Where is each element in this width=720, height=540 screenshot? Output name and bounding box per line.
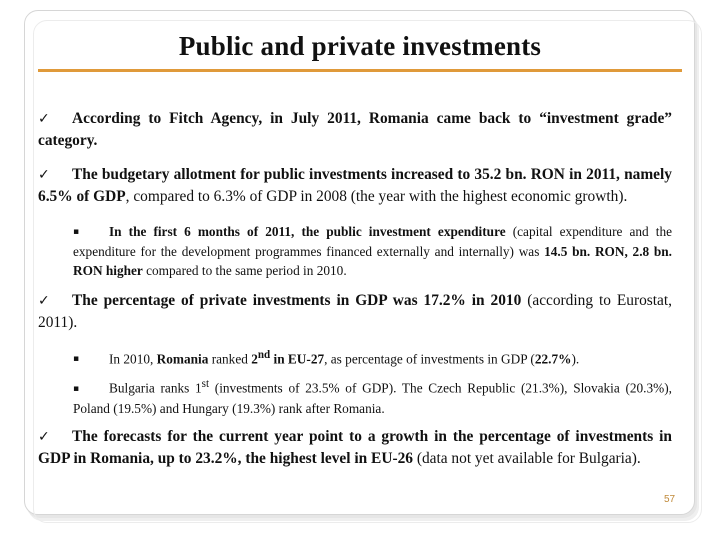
title-underline [38, 69, 682, 72]
bullet-text: (data not yet available for Bulgaria). [412, 449, 641, 467]
square-bullet-icon: ▪ [73, 354, 80, 365]
ordinal-suffix: nd [257, 349, 271, 361]
sub-text: Bulgaria ranks 1 [109, 380, 202, 396]
slide-title: Public and private investments [178, 31, 542, 61]
sub-text-bold: 2 [251, 351, 258, 367]
sub-bullet-bulgaria-rank [38, 375, 672, 417]
bullet-text: , compared to 6.3% of GDP in 2008 (the year with the highest economic growth). [125, 188, 628, 205]
bullet-text-bold: The budgetary allotment for public investments increased to 35.2 bn. RON in 2011, namely 6.5% of GDP [38, 166, 672, 205]
bullet-text-bold: The forecasts for the current year point to a growth in the percentage of investments in GDP in Romania, up to 23.2%, the highest level in EU-26 [38, 427, 672, 467]
sub-text: ). [571, 351, 580, 367]
sub-text-bold: 22.7% [534, 351, 572, 367]
page-number: 57 [664, 494, 676, 505]
sub-bullet-expenditure [38, 222, 672, 280]
sub-text: In 2010, [109, 351, 157, 367]
bullet-forecasts [38, 426, 672, 470]
bullet-fitch [38, 108, 672, 152]
checkmark-icon: ✓ [38, 428, 50, 445]
sub-text-bold: In the first 6 months of 2011, the public investment expenditure [109, 224, 506, 239]
sub-text: (capital expenditure and the expenditure for the development programmes financed externally and internally) was [73, 224, 673, 259]
checkmark-icon: ✓ [38, 111, 50, 127]
checkmark-icon: ✓ [38, 167, 50, 183]
bullet-text: According to Fitch Agency, in July 2011, Romania came back to “investment grade” category. [38, 110, 672, 149]
sub-text-bold: in EU-27 [270, 351, 325, 367]
sub-bullet-romania-rank [38, 346, 672, 369]
sub-text: compared to the same period in 2010. [142, 263, 347, 278]
slide-content [38, 108, 672, 470]
bullet-private-investments [38, 290, 672, 334]
sub-text: ranked [208, 351, 252, 367]
square-bullet-icon: ▪ [73, 383, 80, 394]
sub-text-bold: 14.5 bn. RON, 2.8 bn. RON higher [73, 244, 673, 278]
sub-text-bold: Romania [156, 351, 209, 367]
ordinal-suffix: st [201, 378, 210, 391]
bullet-text-bold: The percentage of private investments in GDP was 17.2% in 2010 [72, 292, 522, 309]
sub-text: , as percentage of investments in GDP ( [324, 351, 535, 367]
bullet-text: (according to Eurostat, 2011). [38, 292, 673, 331]
bullet-public-investments [38, 164, 672, 208]
sub-text: (investments of 23.5% of GDP). The Czech Republic (21.3%), Slovakia (20.3%), Poland (19.5%) and Hungary (19.3%) rank after Romania. [73, 380, 672, 416]
square-bullet-icon: ▪ [73, 227, 80, 237]
checkmark-icon: ✓ [38, 293, 50, 309]
